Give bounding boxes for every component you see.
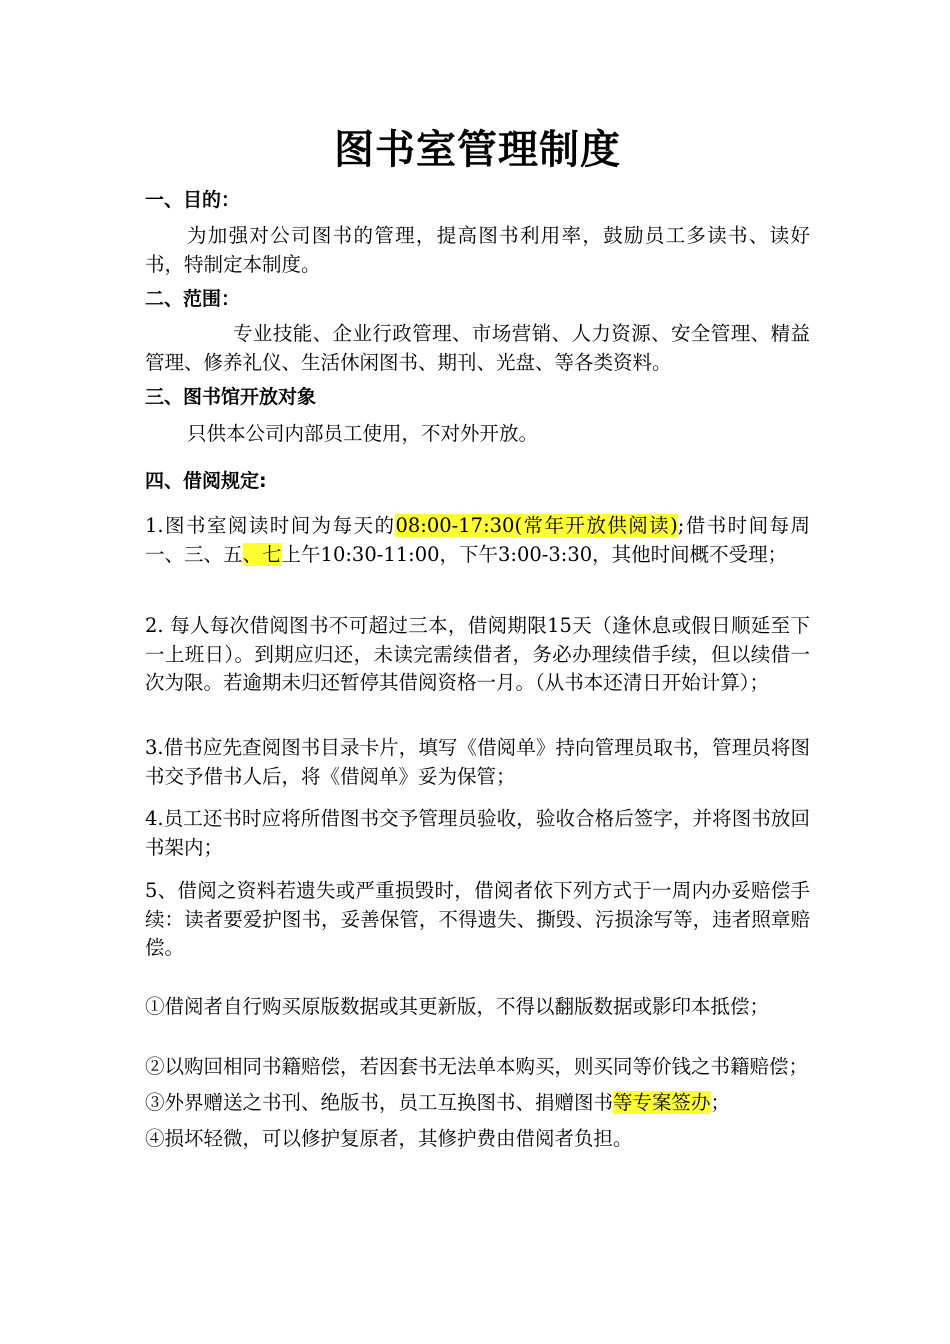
section-text-purpose: 为加强对公司图书的管理，提高图书利用率，鼓励员工多读书、读好书，特制定本制度。 — [145, 224, 810, 276]
rule-1-highlight-hours: 08:00-17:30(常年开放供阅读) — [395, 514, 678, 537]
section-heading-audience: 三、图书馆开放对象 — [145, 386, 317, 408]
rule-1-text-a: 1.图书室阅读时间为每天的 — [145, 514, 396, 537]
rule-3: 3.借书应先查阅图书目录卡片，填写《借阅单》持向管理员取书，管理员将图书交予借书人后，将《借阅单》妥为保管； — [145, 736, 810, 788]
section-text-audience: 只供本公司内部员工使用，不对外开放。 — [187, 422, 539, 445]
section-text-scope: 专业技能、企业行政管理、市场营销、人力资源、安全管理、精益管理、修养礼仪、生活休闲图书、期刊、光盘、等各类资料。 — [145, 322, 810, 374]
section-heading-scope: 二、范围： — [145, 288, 241, 310]
section-heading-rules: 四、借阅规定: — [145, 470, 267, 492]
section-heading-purpose: 一、目的： — [145, 189, 241, 211]
rule-2: 2. 每人每次借阅图书不可超过三本，借阅期限15天（逢休息或假日顺延至下一上班日）。到期应归还，未读完需续借者，务必办理续借手续，但以续借一次为限。若逾期未归还暂停其借阅资格一月。（从书本还清日开始计算）； — [145, 614, 810, 694]
rule-4: 4.员工还书时应将所借图书交予管理员验收，验收合格后签字，并将图书放回书架内； — [145, 807, 810, 859]
rule-1 — [145, 512, 810, 569]
compensation-item-3 — [145, 1089, 810, 1118]
compensation-item-4: ④损坏轻微，可以修护复原者，其修护费由借阅者负担。 — [145, 1127, 633, 1150]
rule-5: 5、借阅之资料若遗失或严重损毁时，借阅者依下列方式于一周内办妥赔偿手续：读者要爱护图书，妥善保管，不得遗失、撕毁、污损涂写等，违者照章赔偿。 — [145, 879, 810, 959]
compensation-item-1: ①借阅者自行购买原版数据或其更新版，不得以翻版数据或影印本抵偿； — [145, 995, 770, 1018]
compensation-item-2: ②以购回相同书籍赔偿，若因套书无法单本购买，则买同等价钱之书籍赔偿； — [145, 1055, 809, 1078]
item-3-highlight: 等专案签办 — [613, 1091, 711, 1114]
rule-1-text-b: ;借书时间每周一、三、五 — [145, 514, 810, 566]
item-3-text-a: ③外界赠送之书刊、绝版书，员工互换图书、捐赠图书 — [145, 1091, 614, 1114]
document-title: 图书室管理制度 — [334, 127, 621, 173]
rule-1-highlight-day: 、七 — [242, 542, 282, 566]
item-3-text-b: ； — [710, 1091, 731, 1114]
rule-1-text-c: 上午10:30-11:00，下午3:00-3:30，其他时间概不受理； — [281, 542, 788, 566]
